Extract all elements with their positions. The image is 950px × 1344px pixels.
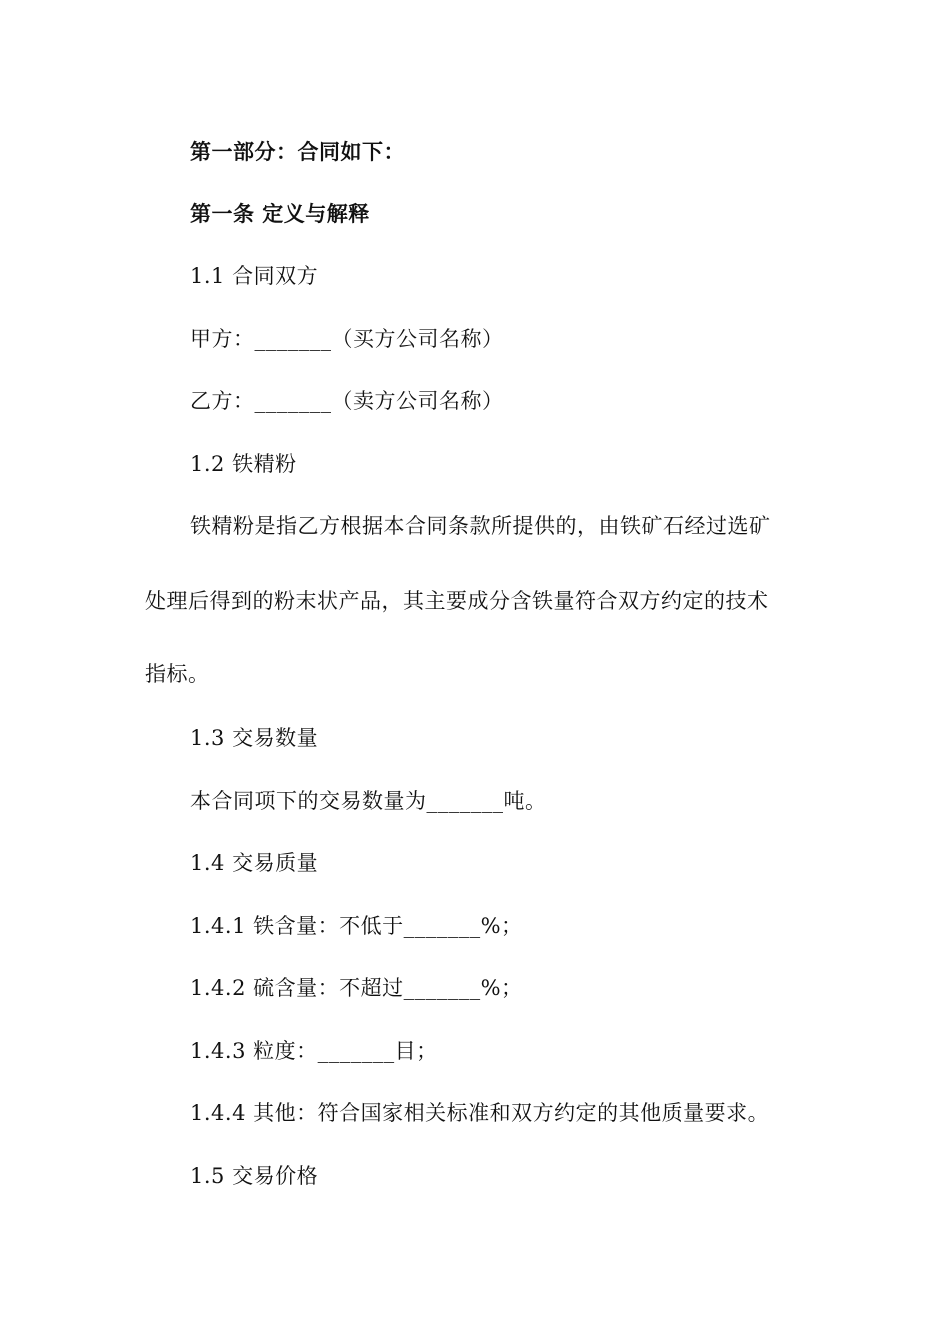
section-heading-1-2: 1.2 铁精粉 — [190, 452, 297, 476]
other-requirements-line: 1.4.4 其他：符合国家相关标准和双方约定的其他质量要求。 — [190, 1101, 770, 1125]
party-b-line: 乙方：_______（卖方公司名称） — [190, 389, 504, 413]
definition-paragraph-line-2: 处理后得到的粉末状产品，其主要成分含铁量符合双方约定的技术 — [145, 589, 769, 613]
article-heading: 第一条 定义与解释 — [190, 202, 370, 226]
section-heading-1-3: 1.3 交易数量 — [190, 726, 319, 750]
section-heading-1-5: 1.5 交易价格 — [190, 1164, 319, 1188]
definition-paragraph-line-1: 铁精粉是指乙方根据本合同条款所提供的，由铁矿石经过选矿 — [190, 514, 771, 538]
section-heading-1-4: 1.4 交易质量 — [190, 851, 319, 875]
quantity-paragraph: 本合同项下的交易数量为_______吨。 — [190, 789, 547, 813]
part-heading: 第一部分：合同如下： — [190, 140, 405, 164]
section-heading-1-1: 1.1 合同双方 — [190, 264, 319, 288]
sulfur-content-line: 1.4.2 硫含量：不超过_______%； — [190, 976, 523, 1000]
particle-size-line: 1.4.3 粒度：_______目； — [190, 1039, 438, 1063]
definition-paragraph-line-3: 指标。 — [145, 662, 210, 686]
iron-content-line: 1.4.1 铁含量：不低于_______%； — [190, 914, 523, 938]
party-a-line: 甲方：_______（买方公司名称） — [190, 327, 504, 351]
